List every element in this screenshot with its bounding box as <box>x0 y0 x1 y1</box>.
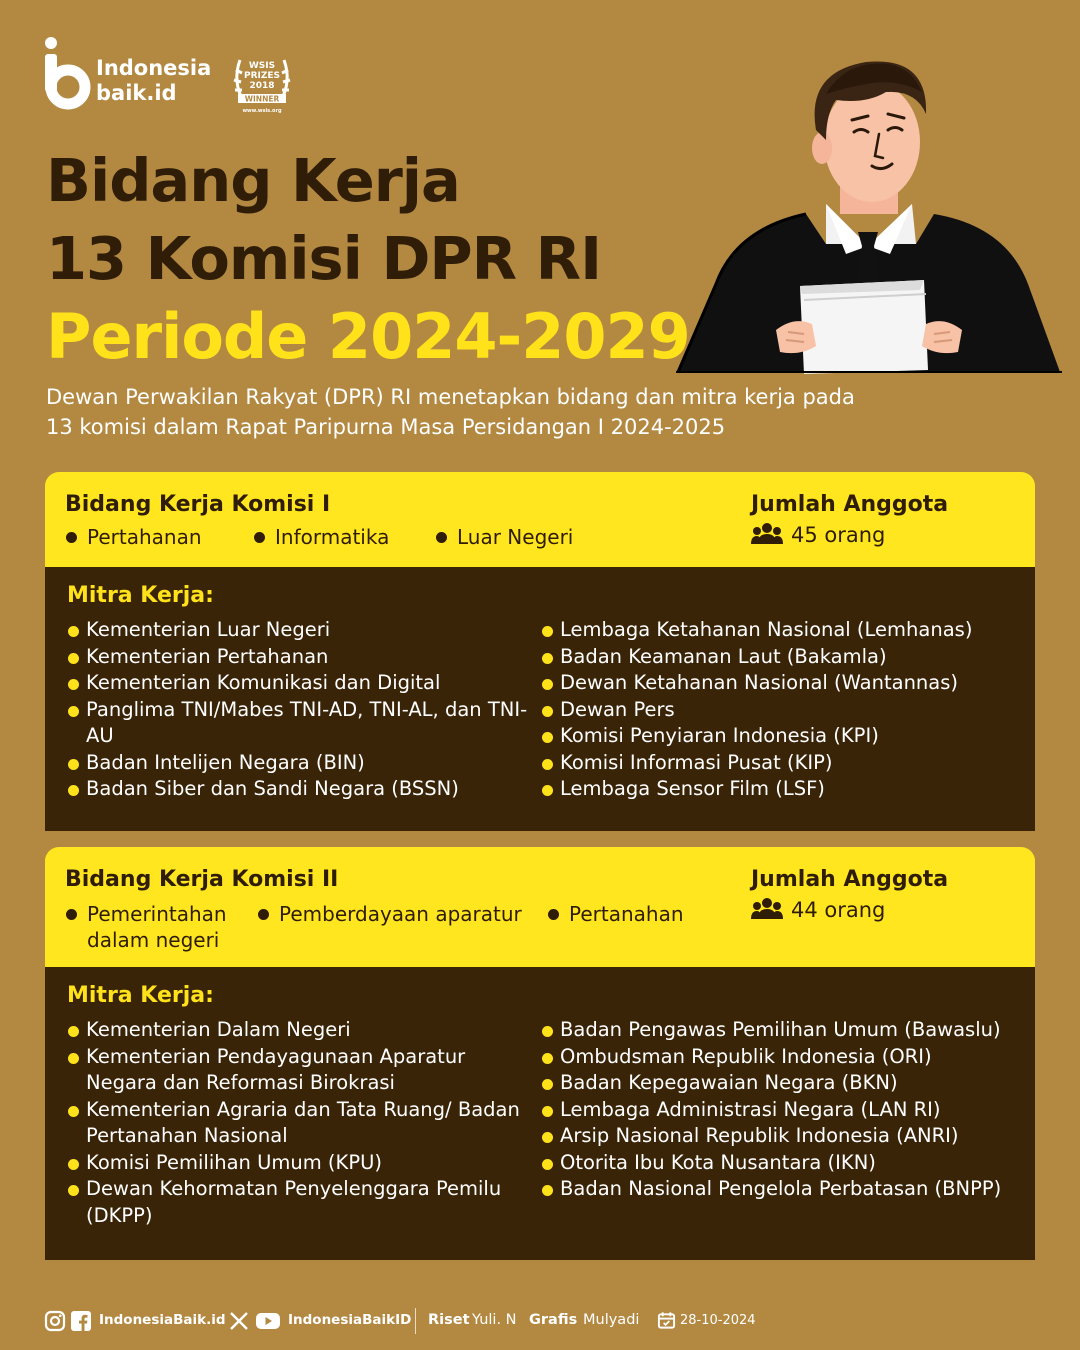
list-item: Kementerian Komunikasi dan Digital <box>67 670 537 697</box>
wsis-award-badge <box>230 50 294 116</box>
field-item: Pemberdayaan aparatur <box>257 901 522 927</box>
list-item: Panglima TNI/Mabes TNI-AD, TNI-AL, dan TNI-AU <box>67 697 537 750</box>
komisi-1-mitra-right <box>541 617 1021 803</box>
svg-text:www.wsis.org: www.wsis.org <box>242 108 282 114</box>
komisi-1-title: Bidang Kerja Komisi I <box>65 492 331 517</box>
svg-text:WINNER: WINNER <box>244 94 280 104</box>
list-item: Dewan Kehormatan Penyelenggara Pemilu (DKPP) <box>67 1176 537 1229</box>
x-icon[interactable] <box>228 1310 250 1332</box>
field-item: Pertanahan <box>547 901 684 927</box>
riset-label: Riset <box>428 1312 470 1328</box>
komisi-1-mitra-left <box>67 617 537 803</box>
footer-divider <box>415 1308 416 1334</box>
komisi-2-mitra-panel <box>45 967 1035 1260</box>
komisi-1-header <box>45 472 1035 567</box>
official-illustration <box>676 54 1062 374</box>
people-icon <box>751 522 783 546</box>
field-item: Luar Negeri <box>435 524 573 550</box>
list-item: Komisi Informasi Pusat (KIP) <box>541 750 1021 777</box>
brand-name: Indonesia baik.id <box>96 56 212 105</box>
list-item: Dewan Pers <box>541 697 1021 724</box>
svg-text:WSIS: WSIS <box>248 61 276 71</box>
list-item: Komisi Penyiaran Indonesia (KPI) <box>541 723 1021 750</box>
list-item: Arsip Nasional Republik Indonesia (ANRI) <box>541 1123 1021 1150</box>
komisi-2-mitra-right <box>541 1017 1021 1203</box>
field-item: Informatika <box>253 524 389 550</box>
list-item: Kementerian Pendayagunaan Aparatur Negara dan Reformasi Birokrasi <box>67 1044 537 1097</box>
list-item: Badan Pengawas Pemilihan Umum (Bawaslu) <box>541 1017 1021 1044</box>
title-line-2: 13 Komisi DPR RI <box>46 224 602 293</box>
calendar-icon <box>657 1311 676 1330</box>
youtube-icon[interactable] <box>255 1310 281 1332</box>
intro-text: Dewan Perwakilan Rakyat (DPR) RI menetapkan bidang dan mitra kerja pada 13 komisi dalam Rapat Paripurna Masa Persidangan I 2024-2025 <box>46 385 855 439</box>
field-item: Pertahanan <box>65 524 202 550</box>
publish-date: 28-10-2024 <box>680 1313 756 1328</box>
title-period: Periode 2024-2029 <box>46 300 690 373</box>
komisi-1-card <box>45 472 1035 831</box>
riset-name: Yuli. N <box>472 1312 517 1328</box>
member-count-label: Jumlah Anggota <box>751 867 949 892</box>
komisi-2-title: Bidang Kerja Komisi II <box>65 867 339 892</box>
svg-text:2018: 2018 <box>249 81 275 91</box>
list-item: Komisi Pemilihan Umum (KPU) <box>67 1150 537 1177</box>
list-item: Lembaga Sensor Film (LSF) <box>541 776 1021 803</box>
field-item: Pemerintahan dalam negeri <box>65 901 250 953</box>
list-item: Kementerian Pertahanan <box>67 644 537 671</box>
list-item: Otorita Ibu Kota Nusantara (IKN) <box>541 1150 1021 1177</box>
list-item: Dewan Ketahanan Nasional (Wantannas) <box>541 670 1021 697</box>
member-count: 45 orang <box>751 522 885 547</box>
komisi-2-card <box>45 847 1035 1260</box>
komisi-2-header <box>45 847 1035 967</box>
facebook-icon[interactable] <box>70 1310 92 1332</box>
social-handle-2[interactable]: IndonesiaBaikID <box>288 1312 412 1328</box>
list-item: Lembaga Ketahanan Nasional (Lemhanas) <box>541 617 1021 644</box>
list-item: Badan Keamanan Laut (Bakamla) <box>541 644 1021 671</box>
komisi-2-mitra-left <box>67 1017 537 1229</box>
social-handle-1[interactable]: IndonesiaBaik.id <box>99 1312 226 1328</box>
list-item: Kementerian Luar Negeri <box>67 617 537 644</box>
list-item: Badan Intelijen Negara (BIN) <box>67 750 537 777</box>
title-line-1: Bidang Kerja <box>46 146 460 215</box>
grafis-label: Grafis <box>529 1312 578 1328</box>
grafis-name: Mulyadi <box>583 1312 640 1328</box>
list-item: Lembaga Administrasi Negara (LAN RI) <box>541 1097 1021 1124</box>
people-icon <box>751 897 783 921</box>
list-item: Kementerian Agraria dan Tata Ruang/ Badan Pertanahan Nasional <box>67 1097 537 1150</box>
brand-logo <box>44 36 304 116</box>
member-count: 44 orang <box>751 897 885 922</box>
mitra-label: Mitra Kerja: <box>67 583 214 608</box>
list-item: Ombudsman Republik Indonesia (ORI) <box>541 1044 1021 1071</box>
komisi-1-mitra-panel <box>45 567 1035 831</box>
mitra-label: Mitra Kerja: <box>67 983 214 1008</box>
svg-text:PRIZES: PRIZES <box>243 71 281 81</box>
indonesiabaik-logo-icon <box>44 36 92 110</box>
list-item: Kementerian Dalam Negeri <box>67 1017 537 1044</box>
member-count-label: Jumlah Anggota <box>751 492 949 517</box>
list-item: Badan Kepegawaian Negara (BKN) <box>541 1070 1021 1097</box>
list-item: Badan Siber dan Sandi Negara (BSSN) <box>67 776 537 803</box>
list-item: Badan Nasional Pengelola Perbatasan (BNPP) <box>541 1176 1021 1203</box>
instagram-icon[interactable] <box>44 1310 66 1332</box>
